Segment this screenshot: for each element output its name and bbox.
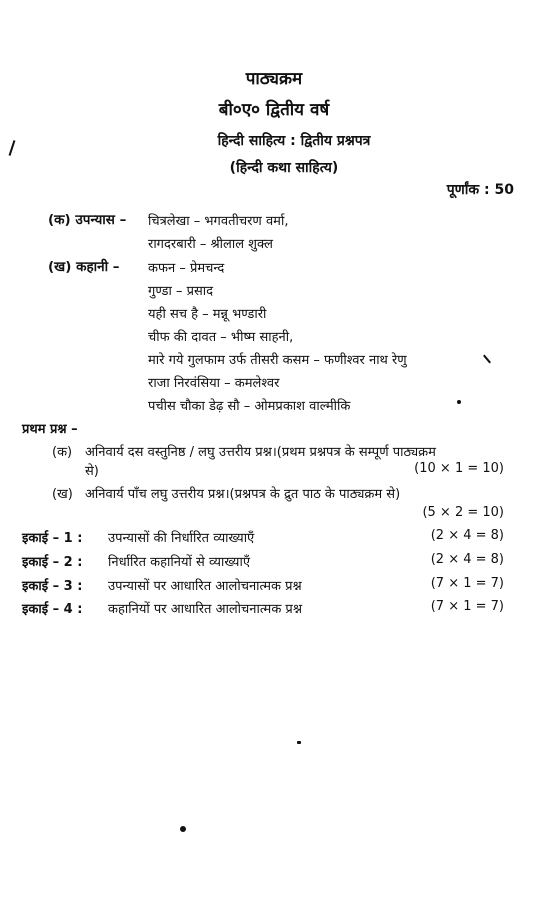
question-a-label: (क) bbox=[52, 445, 73, 460]
stray-dot bbox=[457, 400, 461, 404]
unit-marks: (7 × 1 = 7) bbox=[430, 576, 504, 591]
story-label: (ख) कहानी – bbox=[48, 259, 120, 275]
unit-label: इकाई – 4 : bbox=[22, 602, 83, 617]
unit-text: उपन्यासों पर आधारित आलोचनात्मक प्रश्न bbox=[108, 579, 302, 594]
unit-label: इकाई – 2 : bbox=[22, 555, 83, 570]
unit-marks: (2 × 4 = 8) bbox=[430, 528, 504, 543]
stray-dot bbox=[297, 741, 301, 744]
stray-mark bbox=[483, 355, 491, 364]
unit-text: उपन्यासों की निर्धारित व्याख्याएँ bbox=[108, 531, 255, 546]
paper-title: हिन्दी साहित्य : द्वितीय प्रश्नपत्र bbox=[217, 133, 371, 149]
novel-item: चित्रलेखा – भगवतीचरण वर्मा, bbox=[148, 214, 289, 229]
story-item: राजा निरवंसिया – कमलेश्वर bbox=[148, 376, 280, 391]
story-item: कफन – प्रेमचन्द bbox=[148, 261, 225, 276]
story-item: गुण्डा – प्रसाद bbox=[148, 284, 214, 299]
question-b-marks: (5 × 2 = 10) bbox=[422, 505, 504, 520]
unit-label: इकाई – 3 : bbox=[22, 579, 83, 594]
unit-text: निर्धारित कहानियों से व्याख्याएँ bbox=[108, 555, 251, 570]
question-a-marks: (10 × 1 = 10) bbox=[414, 461, 504, 476]
novel-item: रागदरबारी – श्रीलाल शुक्ल bbox=[148, 237, 273, 252]
stray-dot bbox=[180, 826, 186, 832]
story-item: यही सच है – मन्नू भण्डारी bbox=[148, 307, 267, 322]
first-question-heading: प्रथम प्रश्न – bbox=[22, 422, 78, 437]
unit-text: कहानियों पर आधारित आलोचनात्मक प्रश्न bbox=[108, 602, 303, 617]
question-a-line1: अनिवार्य दस वस्तुनिष्ठ / लघु उत्तरीय प्रश्न।(प्रथम प्रश्नपत्र के सम्पूर्ण पाठ्यक्रम bbox=[85, 445, 436, 460]
novel-label: (क) उपन्यास – bbox=[48, 212, 127, 228]
question-a-line2: से) bbox=[85, 464, 99, 479]
story-item: मारे गये गुलफाम उर्फ तीसरी कसम – फणीश्वर नाथ रेणु bbox=[148, 353, 407, 368]
story-item: चीफ की दावत – भीष्म साहनी, bbox=[148, 330, 294, 345]
page-title: पाठ्यक्रम bbox=[245, 69, 303, 89]
question-b-line1: अनिवार्य पाँच लघु उत्तरीय प्रश्न।(प्रश्नपत्र के द्रुत पाठ के पाठ्यक्रम से) bbox=[85, 487, 401, 502]
question-b-label: (ख) bbox=[52, 487, 73, 502]
paper-subtitle: (हिन्दी कथा साहित्य) bbox=[229, 160, 339, 176]
unit-marks: (2 × 4 = 8) bbox=[430, 552, 504, 567]
story-item: पचीस चौका डेढ़ सौ – ओमप्रकाश वाल्मीकि bbox=[148, 399, 351, 414]
class-title: बी०ए० द्वितीय वर्ष bbox=[218, 100, 330, 120]
unit-label: इकाई – 1 : bbox=[22, 531, 83, 546]
unit-marks: (7 × 1 = 7) bbox=[430, 599, 504, 614]
max-marks: पूर्णांक : 50 bbox=[446, 182, 514, 198]
margin-mark bbox=[9, 140, 16, 156]
